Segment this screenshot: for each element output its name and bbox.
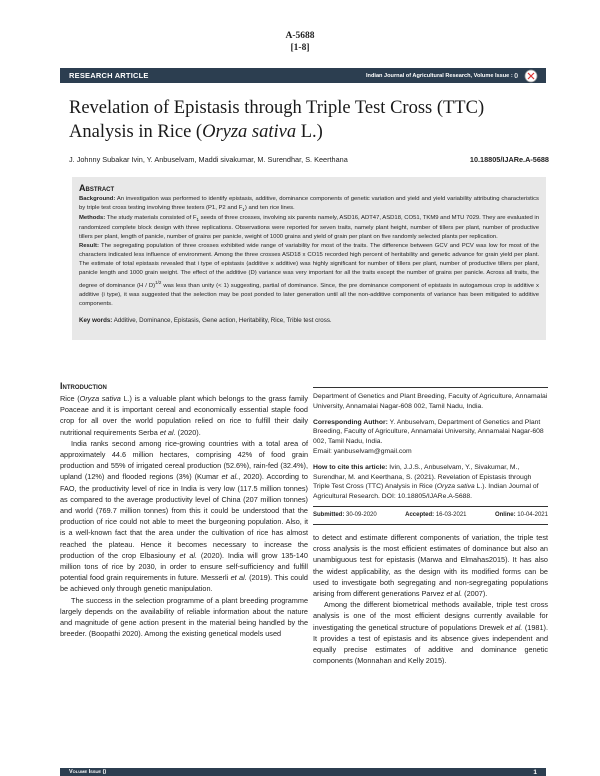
footer-volume: Volume Issue () — [69, 769, 107, 775]
corresponding-author: Corresponding Author: Y. Anbuselvam, Department of Genetics and Plant Breeding, Faculty of Agriculture, Annamalai University, Annamalai Nagar-608 002, Tamil Nadu, India. — [313, 418, 544, 446]
footer-bar — [60, 768, 546, 776]
journal-reference: Indian Journal of Agricultural Research, Volume Issue : () — [366, 72, 518, 79]
header-banner — [60, 68, 546, 83]
article-code — [0, 30, 600, 54]
page-range: [1-8] — [290, 43, 310, 53]
intro-heading: Introduction — [60, 381, 107, 391]
right-paragraph-2: Among the different biometrical methods available, triple test cross analysis is one of the most efficient designs currently available for investigating the genetical structure of populations Drewek et al. (1981). It provides a test of epistasis and its absence gives independent and equally precise estimates of additive and dominance genetic components (Monnahan and Kelly 2015). — [313, 600, 548, 666]
email: Email: yanbuselvam@gmail.com — [313, 447, 412, 455]
info-divider-bottom — [313, 524, 548, 525]
intro-paragraph-2: India ranks second among rice-growing countries with a total area of approximately 44.6 million hectares, comprising 42% of food grain production and 55% of irrigated cereal production (52.6%), rain-fed (32.4%), upland (12%) and flooded regions (3%) (Kumar et al., 2020). According to FAO, the productivity level of rice in India is very low (117.5 million tonnes) as compared to the average productivity level of China (207 million tonnes) and world (769.7 million tonnes) from this it could be understood that the production of rice could not able to meet the burgeoning population. Also, it is a well-known fact that the area under the cultivation of rice has almost reached the plateau. Hence it becomes necessary to increase the production of the crop Elbasiouny et al. (2020). India will grow 135-140 million tons of rice by 2030, in order to ensure self-sufficiency and fulfill potential food grain requirements in future. Messerli et al. (2019). This could be achieved only through genetic manipulation. — [60, 438, 308, 594]
info-divider-mid — [313, 506, 548, 507]
submitted-date: Submitted: 30-09-2020 — [313, 511, 377, 518]
keywords: Key words: Additive, Dominance, Epistasis, Gene action, Heritability, Rice, Trible test cross. — [79, 317, 332, 325]
author-list: J. Johnny Subakar Ivin, Y. Anbuselvam, Maddi sivakumar, M. Surendhar, S. Keerthana — [69, 155, 348, 164]
page-number: 1 — [533, 768, 537, 776]
abstract-box — [72, 177, 546, 340]
affiliation: Department of Genetics and Plant Breeding, Faculty of Agriculture, Annamalai University, Annamalai Nagar-608 002, Tamil Nadu, India. — [313, 393, 548, 410]
intro-column — [60, 381, 308, 639]
article-type-label: RESEARCH ARTICLE — [69, 71, 149, 80]
abstract-methods: Methods: The study materials consisted of $F_1$ seeds of three crosses, involving six parents namely, ASD16, ADT47, ASD18, CO51, TKM9 and MTU 7029. They are evaluated in randomized complete block design with three replications. Observations were reported for seven traits, namely plant height, number of tillers per plant, number of productive tillers per plant, length of panicle, number of grains per panicle, weight of 1000 grains and yield of grain per plant on five randomly selected plants per replication. — [79, 215, 539, 241]
intro-paragraph-1: Rice (Oryza sativa L.) is a valuable plant which belongs to the grass family Poaceae and it is important cereal and economically essential staple food crop for all over the world population relied on rice to fulfill their daily nutritional requirements Serba et al. (2020). — [60, 394, 308, 437]
author-line — [69, 155, 549, 164]
abstract-background: Background: An investigation was performed to identify epistasis, additive, dominance components of genetic variation and yield and yield variability attributing characteristics by triple test cross testing involving three testers (P1, P2 and $F_1$) and ten rice lines. — [79, 196, 539, 213]
abstract-result: Result: The segregating population of three crosses exhibited wide range of variability for most of the traits. The difference between GCV and PCV was low for most of the characters indicated less influence of environment. Among the three crosses ASD18 x CO15 recorded high percent of heritability and genetic advance for grain yield per plant. The estimate of total epistasis revealed that i type of epistasis (additive x additive) was highly significant for number of tillers per plant, number of productive tillers per plant, panicle length and 1000 grain weight. The effect of the additive (D) variance was very important for all the traits except the number of grains per panicle. Across all traits, the degree of dominance (H / D)$^{1/2}$ was less than unity (< 1) suggesting, partial of dominance. Since, the pre dominance component of epistasis in autogamous crop is additive x additive (i type), it was suggested that the selection may be post ponded to later generation until all the non-additive components of variance has been mitigated to additive components. — [79, 243, 539, 308]
article-info-box — [313, 387, 548, 527]
right-paragraph-1: to detect and estimate different components of variation, the triple test cross analysis is the most efficient estimates of dominance but also an unambiguous test for epistasis (Marwa and Elmahas2015). It has also the widest applicability, as the design with its modified forms can be used to investigate both segregating and non-segregating populations arising from different generations Parvez et al. (2007). — [313, 533, 548, 599]
citation: How to cite this article: Ivin, J.J.S., Anbuselvam, Y., Sivakumar, M., Surendhar, M. and Keerthana, S. (2021). Revelation of Epistasis through Triple Test Cross (TTC) Analysis in Rice (Oryza sativa L.). Indian Journal of Agricultural Research. DOI: 10.18805/IJARe.A-5688. — [313, 463, 539, 501]
intro-paragraph-3: The success in the selection programme of a plant breeding programme largely depends on the availability of reliable information about the nature and magnitude of gene action present in the material being handled by the breeder. (Boopathi 2020). Among the existing genetical models used — [60, 595, 308, 639]
right-column — [313, 532, 548, 666]
info-divider-top — [313, 387, 548, 388]
article-id: A-5688 — [285, 31, 315, 41]
doi-link[interactable]: 10.18805/IJARe.A-5688 — [469, 155, 549, 164]
accepted-date: Accepted: 16-03-2021 — [405, 511, 467, 518]
online-date: Online: 10-04-2021 — [494, 511, 548, 518]
abstract-heading: Abstract — [79, 183, 115, 193]
crossmark-icon[interactable] — [522, 69, 540, 83]
dates-row — [313, 511, 548, 521]
article-title: Revelation of Epistasis through Triple Test Cross (TTC) Analysis in Rice (Oryza sativa L.) — [69, 98, 485, 142]
